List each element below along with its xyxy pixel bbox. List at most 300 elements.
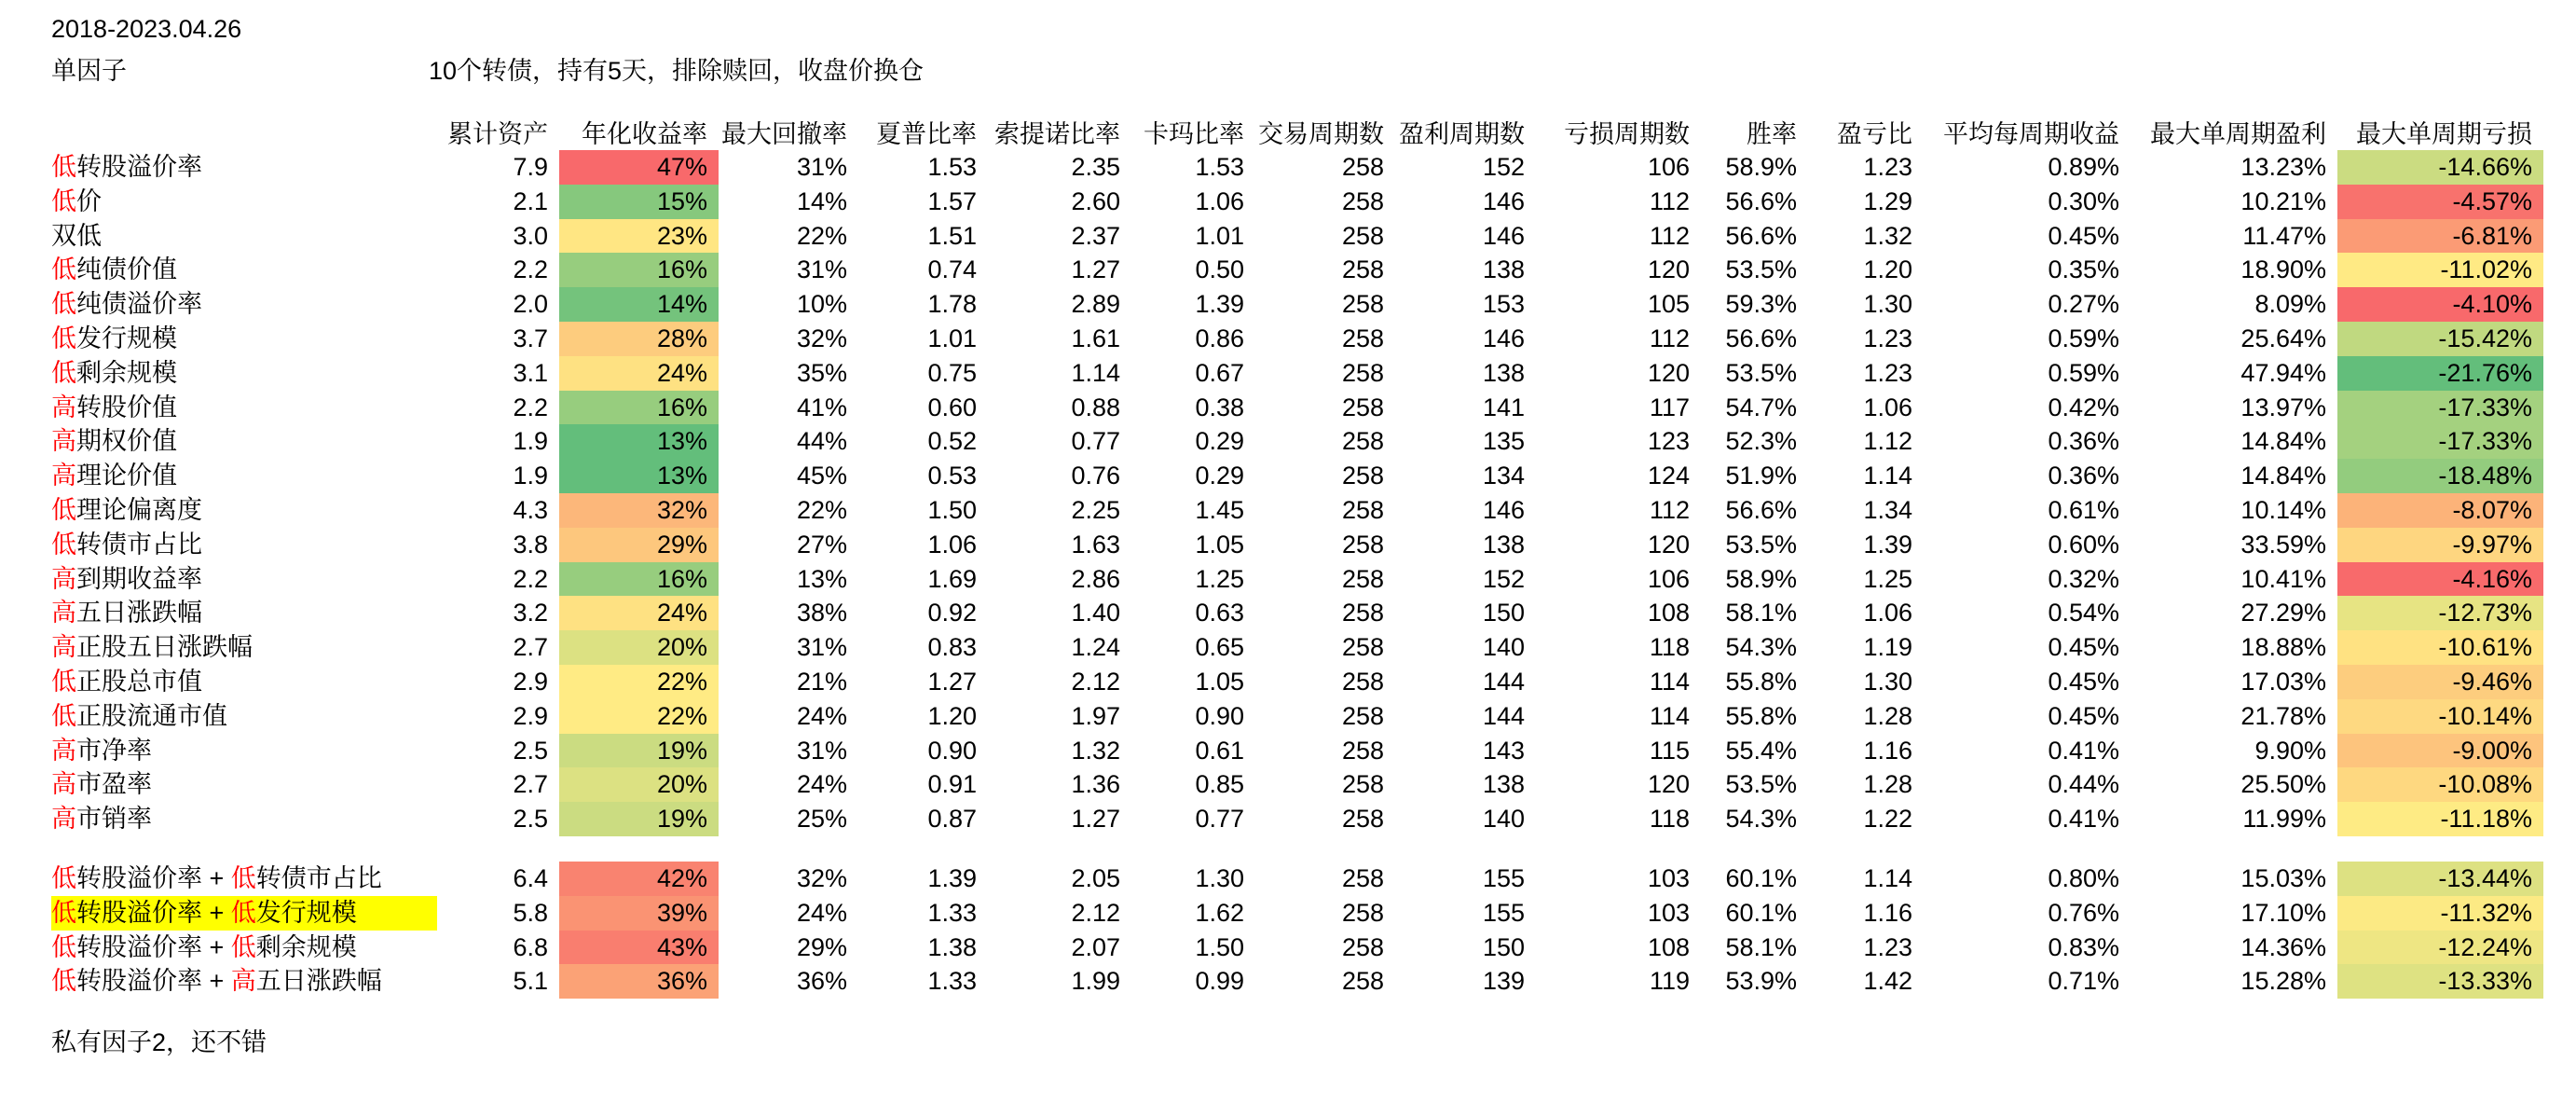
table-cell[interactable]: 2.37	[1071, 221, 1120, 250]
table-cell[interactable]: 56.6%	[1725, 495, 1797, 524]
table-cell[interactable]: 10.21%	[2240, 186, 2326, 215]
table-cell[interactable]: 0.61%	[2048, 495, 2119, 524]
table-cell[interactable]: 13%	[796, 564, 847, 593]
table-cell[interactable]: 258	[1341, 863, 1384, 892]
table-cell[interactable]: 14.36%	[2240, 932, 2326, 961]
table-cell[interactable]: 0.59%	[2048, 324, 2119, 352]
table-cell[interactable]: 47%	[559, 150, 719, 185]
table-cell[interactable]: 22%	[796, 221, 847, 250]
table-cell[interactable]: -21.76%	[2337, 356, 2543, 391]
row-label[interactable]	[51, 596, 437, 630]
table-cell[interactable]: 51.9%	[1725, 462, 1797, 490]
table-cell[interactable]: 258	[1341, 530, 1384, 558]
table-cell[interactable]: 2.7	[513, 770, 548, 799]
table-cell[interactable]: 38%	[796, 599, 847, 627]
table-cell[interactable]: 120	[1647, 530, 1690, 558]
table-cell[interactable]: -4.16%	[2337, 562, 2543, 597]
table-cell[interactable]: 0.89%	[2048, 153, 2119, 181]
table-cell[interactable]: 258	[1341, 153, 1384, 181]
table-cell[interactable]: 1.16	[1863, 736, 1912, 765]
table-cell[interactable]: 16%	[559, 562, 719, 597]
table-cell[interactable]: 42%	[559, 862, 719, 896]
table-cell[interactable]: 258	[1341, 186, 1384, 215]
table-cell[interactable]: 17.10%	[2240, 898, 2326, 927]
table-cell[interactable]: 258	[1341, 427, 1384, 456]
table-cell[interactable]: 0.59%	[2048, 358, 2119, 387]
table-cell[interactable]: 14%	[796, 186, 847, 215]
table-cell[interactable]: 118	[1649, 805, 1690, 834]
table-cell[interactable]: 1.05	[1195, 667, 1244, 696]
row-label[interactable]	[51, 665, 437, 699]
table-cell[interactable]: 24%	[559, 356, 719, 391]
table-cell[interactable]: 1.06	[1863, 393, 1912, 421]
row-label[interactable]	[51, 862, 437, 896]
table-cell[interactable]: 258	[1341, 770, 1384, 799]
table-cell[interactable]: 0.52	[927, 427, 977, 456]
row-label[interactable]	[51, 356, 437, 391]
table-cell[interactable]: 1.45	[1195, 495, 1244, 524]
table-cell[interactable]: 1.23	[1863, 324, 1912, 352]
table-cell[interactable]: 58.9%	[1725, 153, 1797, 181]
table-cell[interactable]: 1.50	[927, 495, 977, 524]
table-cell[interactable]: 1.28	[1863, 701, 1912, 730]
column-header[interactable]: 累计资产	[447, 120, 548, 148]
table-cell[interactable]: 33.59%	[2240, 530, 2326, 558]
table-cell[interactable]: 3.0	[513, 221, 548, 250]
table-cell[interactable]: 118	[1649, 633, 1690, 662]
table-cell[interactable]: 112	[1649, 221, 1690, 250]
table-cell[interactable]: 258	[1341, 599, 1384, 627]
table-cell[interactable]: 1.28	[1863, 770, 1912, 799]
table-cell[interactable]: 53.5%	[1725, 770, 1797, 799]
table-cell[interactable]: 1.53	[927, 153, 977, 181]
table-cell[interactable]: 1.14	[1071, 358, 1120, 387]
table-cell[interactable]: 117	[1649, 393, 1690, 421]
table-cell[interactable]: -14.66%	[2337, 150, 2543, 185]
table-cell[interactable]: 152	[1482, 153, 1525, 181]
table-cell[interactable]: 55.8%	[1725, 701, 1797, 730]
table-cell[interactable]: 120	[1647, 770, 1690, 799]
table-cell[interactable]: 0.77	[1071, 427, 1120, 456]
table-cell[interactable]: 1.20	[1863, 255, 1912, 284]
table-cell[interactable]: 15.28%	[2240, 967, 2326, 996]
row-label[interactable]	[51, 493, 437, 528]
row-label[interactable]	[51, 630, 437, 665]
table-cell[interactable]: 13.97%	[2240, 393, 2326, 421]
table-cell[interactable]: 0.92	[927, 599, 977, 627]
table-cell[interactable]: 41%	[796, 393, 847, 421]
table-cell[interactable]: 10.14%	[2240, 495, 2326, 524]
table-cell[interactable]: 258	[1341, 564, 1384, 593]
table-cell[interactable]: 13%	[559, 459, 719, 493]
table-cell[interactable]: 120	[1647, 255, 1690, 284]
table-cell[interactable]: 1.05	[1195, 530, 1244, 558]
table-cell[interactable]: -15.42%	[2337, 322, 2543, 356]
table-cell[interactable]: 44%	[796, 427, 847, 456]
table-cell[interactable]: -12.73%	[2337, 596, 2543, 630]
table-cell[interactable]: 106	[1647, 564, 1690, 593]
table-cell[interactable]: 0.36%	[2048, 462, 2119, 490]
table-cell[interactable]: 0.90	[1195, 701, 1244, 730]
row-label[interactable]	[51, 219, 437, 254]
table-cell[interactable]: 139	[1482, 967, 1525, 996]
table-cell[interactable]: 1.61	[1071, 324, 1120, 352]
row-label[interactable]	[51, 931, 437, 965]
table-cell[interactable]: 1.30	[1863, 667, 1912, 696]
table-cell[interactable]: 24%	[796, 898, 847, 927]
table-cell[interactable]: 141	[1482, 393, 1525, 421]
table-cell[interactable]: 2.25	[1071, 495, 1120, 524]
table-cell[interactable]: 27%	[796, 530, 847, 558]
table-cell[interactable]: 106	[1647, 153, 1690, 181]
table-cell[interactable]: 3.7	[513, 324, 548, 352]
table-cell[interactable]: 18.88%	[2240, 633, 2326, 662]
column-header[interactable]: 盈利周期数	[1399, 120, 1525, 148]
table-cell[interactable]: 1.06	[1195, 186, 1244, 215]
table-cell[interactable]: 0.63	[1195, 599, 1244, 627]
table-cell[interactable]: 53.5%	[1725, 255, 1797, 284]
table-cell[interactable]: 124	[1647, 462, 1690, 490]
table-cell[interactable]: 1.24	[1071, 633, 1120, 662]
table-cell[interactable]: 14.84%	[2240, 462, 2326, 490]
table-cell[interactable]: 1.62	[1195, 898, 1244, 927]
table-cell[interactable]: 138	[1482, 530, 1525, 558]
table-cell[interactable]: 155	[1482, 898, 1525, 927]
table-cell[interactable]: 1.99	[1071, 967, 1120, 996]
table-cell[interactable]: 16%	[559, 253, 719, 287]
row-label[interactable]	[51, 767, 437, 802]
table-cell[interactable]: 56.6%	[1725, 221, 1797, 250]
table-cell[interactable]: 0.45%	[2048, 701, 2119, 730]
table-cell[interactable]: -13.33%	[2337, 964, 2543, 999]
table-cell[interactable]: 55.4%	[1725, 736, 1797, 765]
table-cell[interactable]: 1.30	[1195, 863, 1244, 892]
table-cell[interactable]: 13.23%	[2240, 153, 2326, 181]
table-cell[interactable]: 2.1	[513, 186, 548, 215]
table-cell[interactable]: 0.67	[1195, 358, 1244, 387]
row-label[interactable]	[51, 459, 437, 493]
table-cell[interactable]: 155	[1482, 863, 1525, 892]
table-cell[interactable]: 2.2	[513, 393, 548, 421]
table-cell[interactable]: 258	[1341, 667, 1384, 696]
table-cell[interactable]: 2.5	[513, 805, 548, 834]
table-cell[interactable]: 119	[1649, 967, 1690, 996]
table-cell[interactable]: 115	[1649, 736, 1690, 765]
table-cell[interactable]: 3.1	[513, 358, 548, 387]
table-cell[interactable]: 1.32	[1071, 736, 1120, 765]
table-cell[interactable]: 108	[1647, 599, 1690, 627]
table-cell[interactable]: 5.8	[513, 898, 548, 927]
table-cell[interactable]: 1.63	[1071, 530, 1120, 558]
table-cell[interactable]: 10%	[796, 290, 847, 319]
table-cell[interactable]: 0.65	[1195, 633, 1244, 662]
table-cell[interactable]: 10.41%	[2240, 564, 2326, 593]
row-label[interactable]	[51, 322, 437, 356]
table-cell[interactable]: 0.45%	[2048, 633, 2119, 662]
table-cell[interactable]: 2.9	[513, 667, 548, 696]
table-cell[interactable]: 258	[1341, 701, 1384, 730]
table-cell[interactable]: 0.50	[1195, 255, 1244, 284]
table-cell[interactable]: -10.14%	[2337, 699, 2543, 734]
table-cell[interactable]: 0.42%	[2048, 393, 2119, 421]
table-cell[interactable]: 1.32	[1863, 221, 1912, 250]
table-cell[interactable]: 112	[1649, 495, 1690, 524]
table-cell[interactable]: 32%	[796, 863, 847, 892]
table-cell[interactable]: 2.5	[513, 736, 548, 765]
table-cell[interactable]: 258	[1341, 358, 1384, 387]
table-cell[interactable]: 146	[1482, 324, 1525, 352]
table-cell[interactable]: 114	[1649, 667, 1690, 696]
column-header[interactable]: 胜率	[1747, 120, 1797, 148]
table-cell[interactable]: 0.41%	[2048, 805, 2119, 834]
table-cell[interactable]: 120	[1647, 358, 1690, 387]
table-cell[interactable]: 103	[1647, 898, 1690, 927]
table-cell[interactable]: 19%	[559, 734, 719, 768]
table-cell[interactable]: 2.12	[1071, 898, 1120, 927]
table-cell[interactable]: 138	[1482, 255, 1525, 284]
table-cell[interactable]: 1.97	[1071, 701, 1120, 730]
table-cell[interactable]: 1.22	[1863, 805, 1912, 834]
table-cell[interactable]: 140	[1482, 633, 1525, 662]
table-cell[interactable]: 138	[1482, 358, 1525, 387]
row-label[interactable]	[51, 802, 437, 836]
table-cell[interactable]: 54.3%	[1725, 805, 1797, 834]
table-cell[interactable]: 1.53	[1195, 153, 1244, 181]
table-cell[interactable]: 2.7	[513, 633, 548, 662]
table-cell[interactable]: 54.7%	[1725, 393, 1797, 421]
table-cell[interactable]: 144	[1482, 701, 1525, 730]
table-cell[interactable]: 17.03%	[2240, 667, 2326, 696]
table-cell[interactable]: 1.50	[1195, 932, 1244, 961]
table-cell[interactable]: 0.85	[1195, 770, 1244, 799]
table-cell[interactable]: 60.1%	[1725, 898, 1797, 927]
table-cell[interactable]: 1.33	[927, 967, 977, 996]
row-label[interactable]	[51, 150, 437, 185]
table-cell[interactable]: -17.33%	[2337, 391, 2543, 425]
table-cell[interactable]: 1.38	[927, 932, 977, 961]
table-cell[interactable]: 36%	[796, 967, 847, 996]
table-cell[interactable]: 2.35	[1071, 153, 1120, 181]
column-header[interactable]: 最大单周期亏损	[2356, 120, 2532, 148]
table-cell[interactable]: 146	[1482, 495, 1525, 524]
table-cell[interactable]: 11.47%	[2242, 221, 2326, 250]
column-header[interactable]: 最大单周期盈利	[2150, 120, 2326, 148]
table-cell[interactable]: 59.3%	[1725, 290, 1797, 319]
table-cell[interactable]: 4.3	[513, 495, 548, 524]
table-cell[interactable]: 1.9	[513, 462, 548, 490]
table-cell[interactable]: 14.84%	[2240, 427, 2326, 456]
table-cell[interactable]: 20%	[559, 630, 719, 665]
table-cell[interactable]: 18.90%	[2240, 255, 2326, 284]
table-cell[interactable]: 58.1%	[1725, 932, 1797, 961]
table-cell[interactable]: 2.0	[513, 290, 548, 319]
table-cell[interactable]: 1.40	[1071, 599, 1120, 627]
table-cell[interactable]: -9.00%	[2337, 734, 2543, 768]
table-cell[interactable]: 0.45%	[2048, 221, 2119, 250]
table-cell[interactable]: 1.51	[927, 221, 977, 250]
table-cell[interactable]: 258	[1341, 290, 1384, 319]
table-cell[interactable]: 140	[1482, 805, 1525, 834]
table-cell[interactable]: 258	[1341, 967, 1384, 996]
table-cell[interactable]: 0.91	[927, 770, 977, 799]
table-cell[interactable]: 5.1	[513, 967, 548, 996]
table-cell[interactable]: 31%	[796, 633, 847, 662]
column-header[interactable]: 卡玛比率	[1144, 120, 1244, 148]
table-cell[interactable]: 0.29	[1195, 427, 1244, 456]
table-cell[interactable]: 29%	[796, 932, 847, 961]
table-cell[interactable]: 1.06	[1863, 599, 1912, 627]
column-header[interactable]: 索提诺比率	[994, 120, 1120, 148]
table-cell[interactable]: 56.6%	[1725, 324, 1797, 352]
table-cell[interactable]: 0.61	[1195, 736, 1244, 765]
table-cell[interactable]: 0.71%	[2048, 967, 2119, 996]
table-cell[interactable]: 146	[1482, 186, 1525, 215]
column-header[interactable]: 交易周期数	[1258, 120, 1384, 148]
table-cell[interactable]: 53.5%	[1725, 358, 1797, 387]
table-cell[interactable]: -8.07%	[2337, 493, 2543, 528]
table-cell[interactable]: 258	[1341, 324, 1384, 352]
table-cell[interactable]: 1.14	[1863, 863, 1912, 892]
row-label-highlighted[interactable]	[51, 896, 437, 931]
table-cell[interactable]: 0.76	[1071, 462, 1120, 490]
table-cell[interactable]: 58.9%	[1725, 564, 1797, 593]
table-cell[interactable]: 1.27	[1071, 255, 1120, 284]
table-cell[interactable]: 6.8	[513, 932, 548, 961]
table-cell[interactable]: 9.90%	[2254, 736, 2326, 765]
table-cell[interactable]: 31%	[796, 736, 847, 765]
table-cell[interactable]: 1.25	[1195, 564, 1244, 593]
table-cell[interactable]: 0.87	[927, 805, 977, 834]
table-cell[interactable]: 1.06	[927, 530, 977, 558]
table-cell[interactable]: 19%	[559, 802, 719, 836]
table-cell[interactable]: 0.76%	[2048, 898, 2119, 927]
table-cell[interactable]: 29%	[559, 528, 719, 562]
table-cell[interactable]: 1.78	[927, 290, 977, 319]
table-cell[interactable]: 54.3%	[1725, 633, 1797, 662]
table-cell[interactable]: 258	[1341, 221, 1384, 250]
table-cell[interactable]: 0.30%	[2048, 186, 2119, 215]
table-cell[interactable]: 0.29	[1195, 462, 1244, 490]
row-label[interactable]	[51, 699, 437, 734]
table-cell[interactable]: 2.12	[1071, 667, 1120, 696]
table-cell[interactable]: 24%	[559, 596, 719, 630]
table-cell[interactable]: 1.34	[1863, 495, 1912, 524]
row-label[interactable]	[51, 287, 437, 322]
row-label[interactable]	[51, 185, 437, 219]
table-cell[interactable]: -4.10%	[2337, 287, 2543, 322]
table-cell[interactable]: 22%	[559, 699, 719, 734]
table-cell[interactable]: -10.61%	[2337, 630, 2543, 665]
row-label[interactable]	[51, 253, 437, 287]
table-cell[interactable]: 258	[1341, 805, 1384, 834]
table-cell[interactable]: 1.69	[927, 564, 977, 593]
table-cell[interactable]: 2.2	[513, 564, 548, 593]
table-cell[interactable]: -11.02%	[2337, 253, 2543, 287]
table-cell[interactable]: 27.29%	[2240, 599, 2326, 627]
table-cell[interactable]: 47.94%	[2240, 358, 2326, 387]
table-cell[interactable]: 0.80%	[2048, 863, 2119, 892]
table-cell[interactable]: 1.30	[1863, 290, 1912, 319]
table-cell[interactable]: 0.32%	[2048, 564, 2119, 593]
table-cell[interactable]: 32%	[559, 493, 719, 528]
table-cell[interactable]: 22%	[796, 495, 847, 524]
table-cell[interactable]: 1.57	[927, 186, 977, 215]
table-cell[interactable]: 144	[1482, 667, 1525, 696]
table-cell[interactable]: 56.6%	[1725, 186, 1797, 215]
table-cell[interactable]: 0.38	[1195, 393, 1244, 421]
table-cell[interactable]: 3.8	[513, 530, 548, 558]
table-cell[interactable]: 112	[1649, 324, 1690, 352]
column-header[interactable]: 平均每周期收益	[1943, 120, 2119, 148]
table-cell[interactable]: -9.97%	[2337, 528, 2543, 562]
table-cell[interactable]: 25.50%	[2240, 770, 2326, 799]
table-cell[interactable]: 1.36	[1071, 770, 1120, 799]
table-cell[interactable]: 1.27	[1071, 805, 1120, 834]
table-cell[interactable]: 58.1%	[1725, 599, 1797, 627]
table-cell[interactable]: 1.20	[927, 701, 977, 730]
table-cell[interactable]: -11.32%	[2337, 896, 2543, 931]
table-cell[interactable]: 60.1%	[1725, 863, 1797, 892]
table-cell[interactable]: 143	[1482, 736, 1525, 765]
table-cell[interactable]: 0.86	[1195, 324, 1244, 352]
table-cell[interactable]: 53.9%	[1725, 967, 1797, 996]
table-cell[interactable]: 258	[1341, 393, 1384, 421]
table-cell[interactable]: 134	[1482, 462, 1525, 490]
table-cell[interactable]: -6.81%	[2337, 219, 2543, 254]
table-cell[interactable]: 36%	[559, 964, 719, 999]
table-cell[interactable]: 31%	[796, 255, 847, 284]
table-cell[interactable]: 105	[1647, 290, 1690, 319]
table-cell[interactable]: 25.64%	[2240, 324, 2326, 352]
table-cell[interactable]: 153	[1482, 290, 1525, 319]
table-cell[interactable]: 135	[1482, 427, 1525, 456]
column-header[interactable]: 最大回撤率	[721, 120, 847, 148]
table-cell[interactable]: 258	[1341, 462, 1384, 490]
table-cell[interactable]: 1.25	[1863, 564, 1912, 593]
table-cell[interactable]: 1.12	[1863, 427, 1912, 456]
table-cell[interactable]: 2.86	[1071, 564, 1120, 593]
table-cell[interactable]: 0.75	[927, 358, 977, 387]
table-cell[interactable]: 24%	[796, 770, 847, 799]
table-cell[interactable]: 1.01	[927, 324, 977, 352]
table-cell[interactable]: 1.42	[1863, 967, 1912, 996]
table-cell[interactable]: 258	[1341, 932, 1384, 961]
table-cell[interactable]: 1.16	[1863, 898, 1912, 927]
table-cell[interactable]: 1.39	[1195, 290, 1244, 319]
table-cell[interactable]: 2.07	[1071, 932, 1120, 961]
table-cell[interactable]: 123	[1647, 427, 1690, 456]
table-cell[interactable]: 53.5%	[1725, 530, 1797, 558]
table-cell[interactable]: 1.14	[1863, 462, 1912, 490]
table-cell[interactable]: 15%	[559, 185, 719, 219]
table-cell[interactable]: 1.9	[513, 427, 548, 456]
table-cell[interactable]: 3.2	[513, 599, 548, 627]
table-cell[interactable]: 32%	[796, 324, 847, 352]
table-cell[interactable]: 150	[1482, 599, 1525, 627]
table-cell[interactable]: 1.39	[1863, 530, 1912, 558]
table-cell[interactable]: 6.4	[513, 863, 548, 892]
table-cell[interactable]: 0.54%	[2048, 599, 2119, 627]
table-cell[interactable]: -9.46%	[2337, 665, 2543, 699]
table-cell[interactable]: 0.60%	[2048, 530, 2119, 558]
table-cell[interactable]: 28%	[559, 322, 719, 356]
table-cell[interactable]: 31%	[796, 153, 847, 181]
table-cell[interactable]: 0.45%	[2048, 667, 2119, 696]
column-header[interactable]: 年化收益率	[582, 120, 707, 148]
row-label[interactable]	[51, 528, 437, 562]
table-cell[interactable]: 2.9	[513, 701, 548, 730]
row-label[interactable]	[51, 734, 437, 768]
